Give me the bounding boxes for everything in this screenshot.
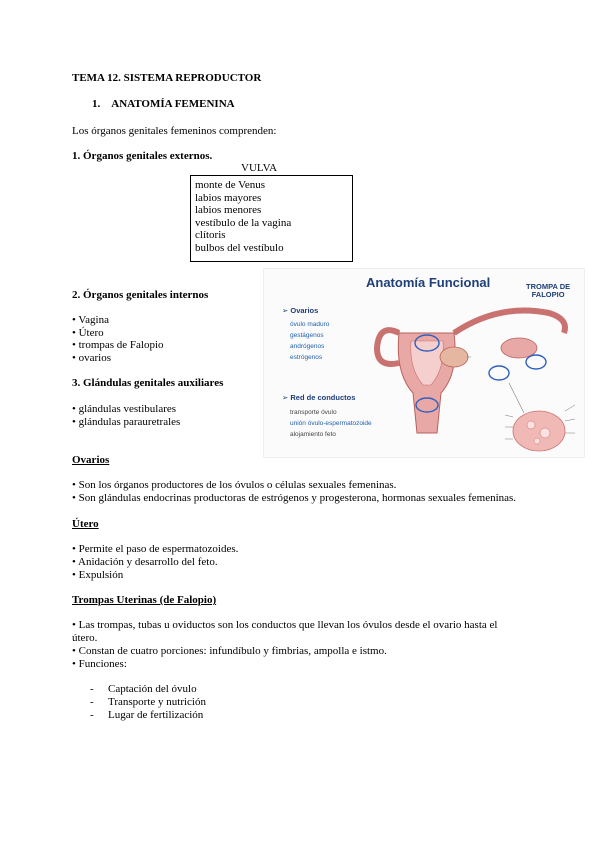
vulva-item: labios menores [195,204,262,216]
internos-heading: 2. Órganos genitales internos [72,289,209,301]
section-heading-anatomia-femenina: 1. ANATOMÍA FEMENINA [92,98,235,110]
trompas-heading: Trompas Uterinas (de Falopio) [72,594,217,606]
utero-heading: Útero [72,518,99,530]
figure-red-label: ➢ Red de conductos [282,393,356,402]
internos-item: • trompas de Falopio [72,339,164,351]
uterus-anatomy-illustration [359,293,581,455]
figure-red-item: transporte óvulo [290,409,337,416]
internos-item: • ovarios [72,352,111,364]
vulva-title: VULVA [241,162,278,174]
auxiliares-item: • glándulas parauretrales [72,416,181,428]
trompas-item: • Funciones: [72,658,127,670]
trompas-item: • Las trompas, tubas u oviductos son los conductos que llevan los óvulos desde el ovario hasta el [72,619,498,631]
vulva-item: bulbos del vestíbulo [195,241,284,254]
figure-ovarios-label: ➢ Ovarios [282,306,319,315]
figure-red-item: unión óvulo-espermatozoide [290,420,372,427]
ovarios-item: • Son los órganos productores de los óvulos o células sexuales femeninas. [72,479,397,491]
internos-item: • Útero [72,327,104,339]
figure-ovarios-item: andrógenos [290,343,325,350]
figure-title: Anatomía Funcional [366,275,491,290]
document-title: TEMA 12. SISTEMA REPRODUCTOR [72,72,262,84]
ovarios-item: • Son glándulas endocrinas productoras de estrógenos y progesterona, hormonas sexuales femeninas. [72,492,517,504]
externos-heading: 1. Órganos genitales externos. [72,150,213,162]
vulva-box [190,175,353,262]
intro-text: Los órganos genitales femeninos comprenden: [72,125,277,137]
anatomia-funcional-figure [263,268,585,458]
funciones-item: - Transporte y nutrición [90,696,206,708]
figure-ovarios-item: óvulo maduro [290,321,330,328]
vulva-item: monte de Venus [195,179,266,191]
vulva-item: labios mayores [195,191,262,204]
ovarios-heading: Ovarios [72,454,110,466]
trompas-item: útero. [72,632,98,644]
utero-item: • Permite el paso de espermatozoides. [72,543,239,555]
utero-item: • Anidación y desarrollo del feto. [72,556,218,568]
funciones-item: - Captación del óvulo [90,683,197,695]
utero-item: • Expulsión [72,569,124,581]
auxiliares-item: • glándulas vestibulares [72,403,177,415]
internos-item: • Vagina [72,314,109,326]
figure-corner-label: TROMPA DE FALOPIO [526,282,571,299]
figure-ovarios-list [290,319,329,363]
vulva-item: clítoris [195,229,226,241]
trompas-item: • Constan de cuatro porciones: infundíbulo y fimbrias, ampolla e istmo. [72,645,387,657]
figure-ovarios-item: estrógenos [290,354,323,361]
figure-ovarios-item: gestágenos [290,332,324,339]
vulva-item: vestíbulo de la vagina [195,216,292,229]
funciones-item: - Lugar de fertilización [90,709,204,721]
auxiliares-heading: 3. Glándulas genitales auxiliares [72,377,224,389]
figure-red-item: alojamiento feto [290,431,336,438]
